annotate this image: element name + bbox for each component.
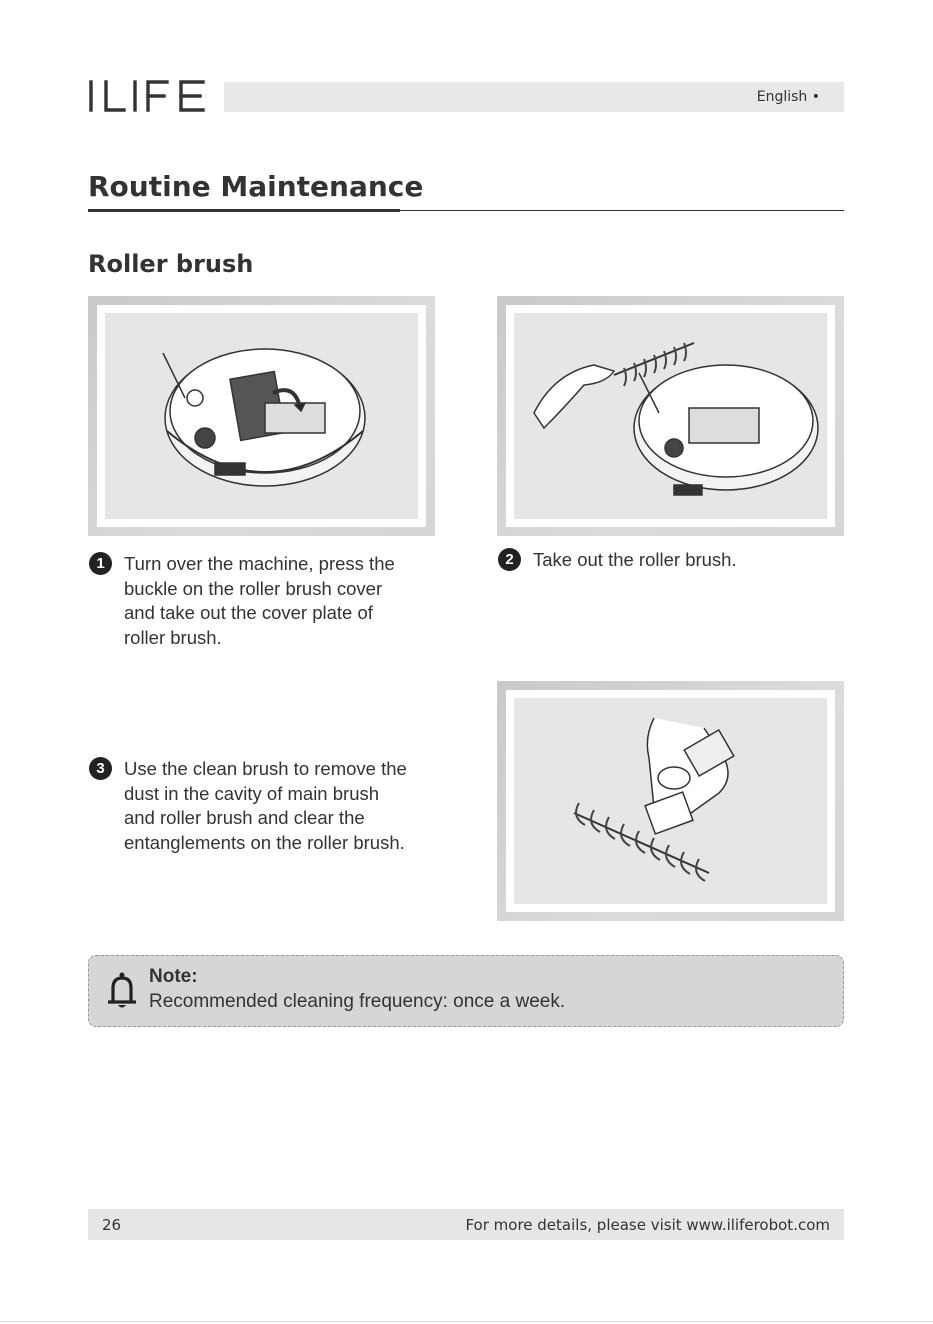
step-3-line: and roller brush and clear the xyxy=(124,807,365,828)
step-3-number: 3 xyxy=(89,757,112,780)
step-2-line: Take out the roller brush. xyxy=(533,549,737,570)
page-bottom-line xyxy=(0,1321,933,1322)
bell-icon xyxy=(105,970,139,1010)
note-label: Note: xyxy=(149,966,198,987)
step-2-text xyxy=(533,548,843,573)
step-2-number: 2 xyxy=(498,548,521,571)
note-text: Recommended cleaning frequency: once a week. xyxy=(149,991,566,1012)
figure-1-robot-cover xyxy=(88,296,435,536)
subsection-title: Roller brush xyxy=(88,250,254,278)
remove-brush-illustration xyxy=(514,313,827,519)
step-1-text xyxy=(124,552,444,650)
step-1-number: 1 xyxy=(89,552,112,575)
figure-3-clean-brush xyxy=(497,681,844,921)
note-box xyxy=(88,955,844,1027)
step-1-line: buckle on the roller brush cover xyxy=(124,577,383,599)
step-1-line: and take out the cover plate of xyxy=(124,602,373,623)
step-3-line: dust in the cavity of main brush xyxy=(124,782,380,804)
figure-2-remove-brush xyxy=(497,296,844,536)
header-bar xyxy=(224,82,844,112)
language-label: English • xyxy=(756,89,820,105)
ilife-logo xyxy=(88,78,208,114)
step-1-line: Turn over the machine, press the xyxy=(124,553,395,574)
step-3-line: entanglements on the roller brush. xyxy=(124,831,405,853)
footer-bar xyxy=(88,1209,844,1240)
footer-website-text: For more details, please visit www.iliferobot.com xyxy=(465,1216,830,1234)
step-3-text xyxy=(124,757,454,855)
step-1-line: roller brush. xyxy=(124,626,222,648)
section-title: Routine Maintenance xyxy=(88,170,424,203)
step-3-line: Use the clean brush to remove the xyxy=(124,758,407,779)
page-number: 26 xyxy=(102,1216,122,1234)
clean-brush-illustration xyxy=(514,698,827,904)
robot-cover-illustration xyxy=(105,313,418,519)
title-underline xyxy=(88,209,400,212)
